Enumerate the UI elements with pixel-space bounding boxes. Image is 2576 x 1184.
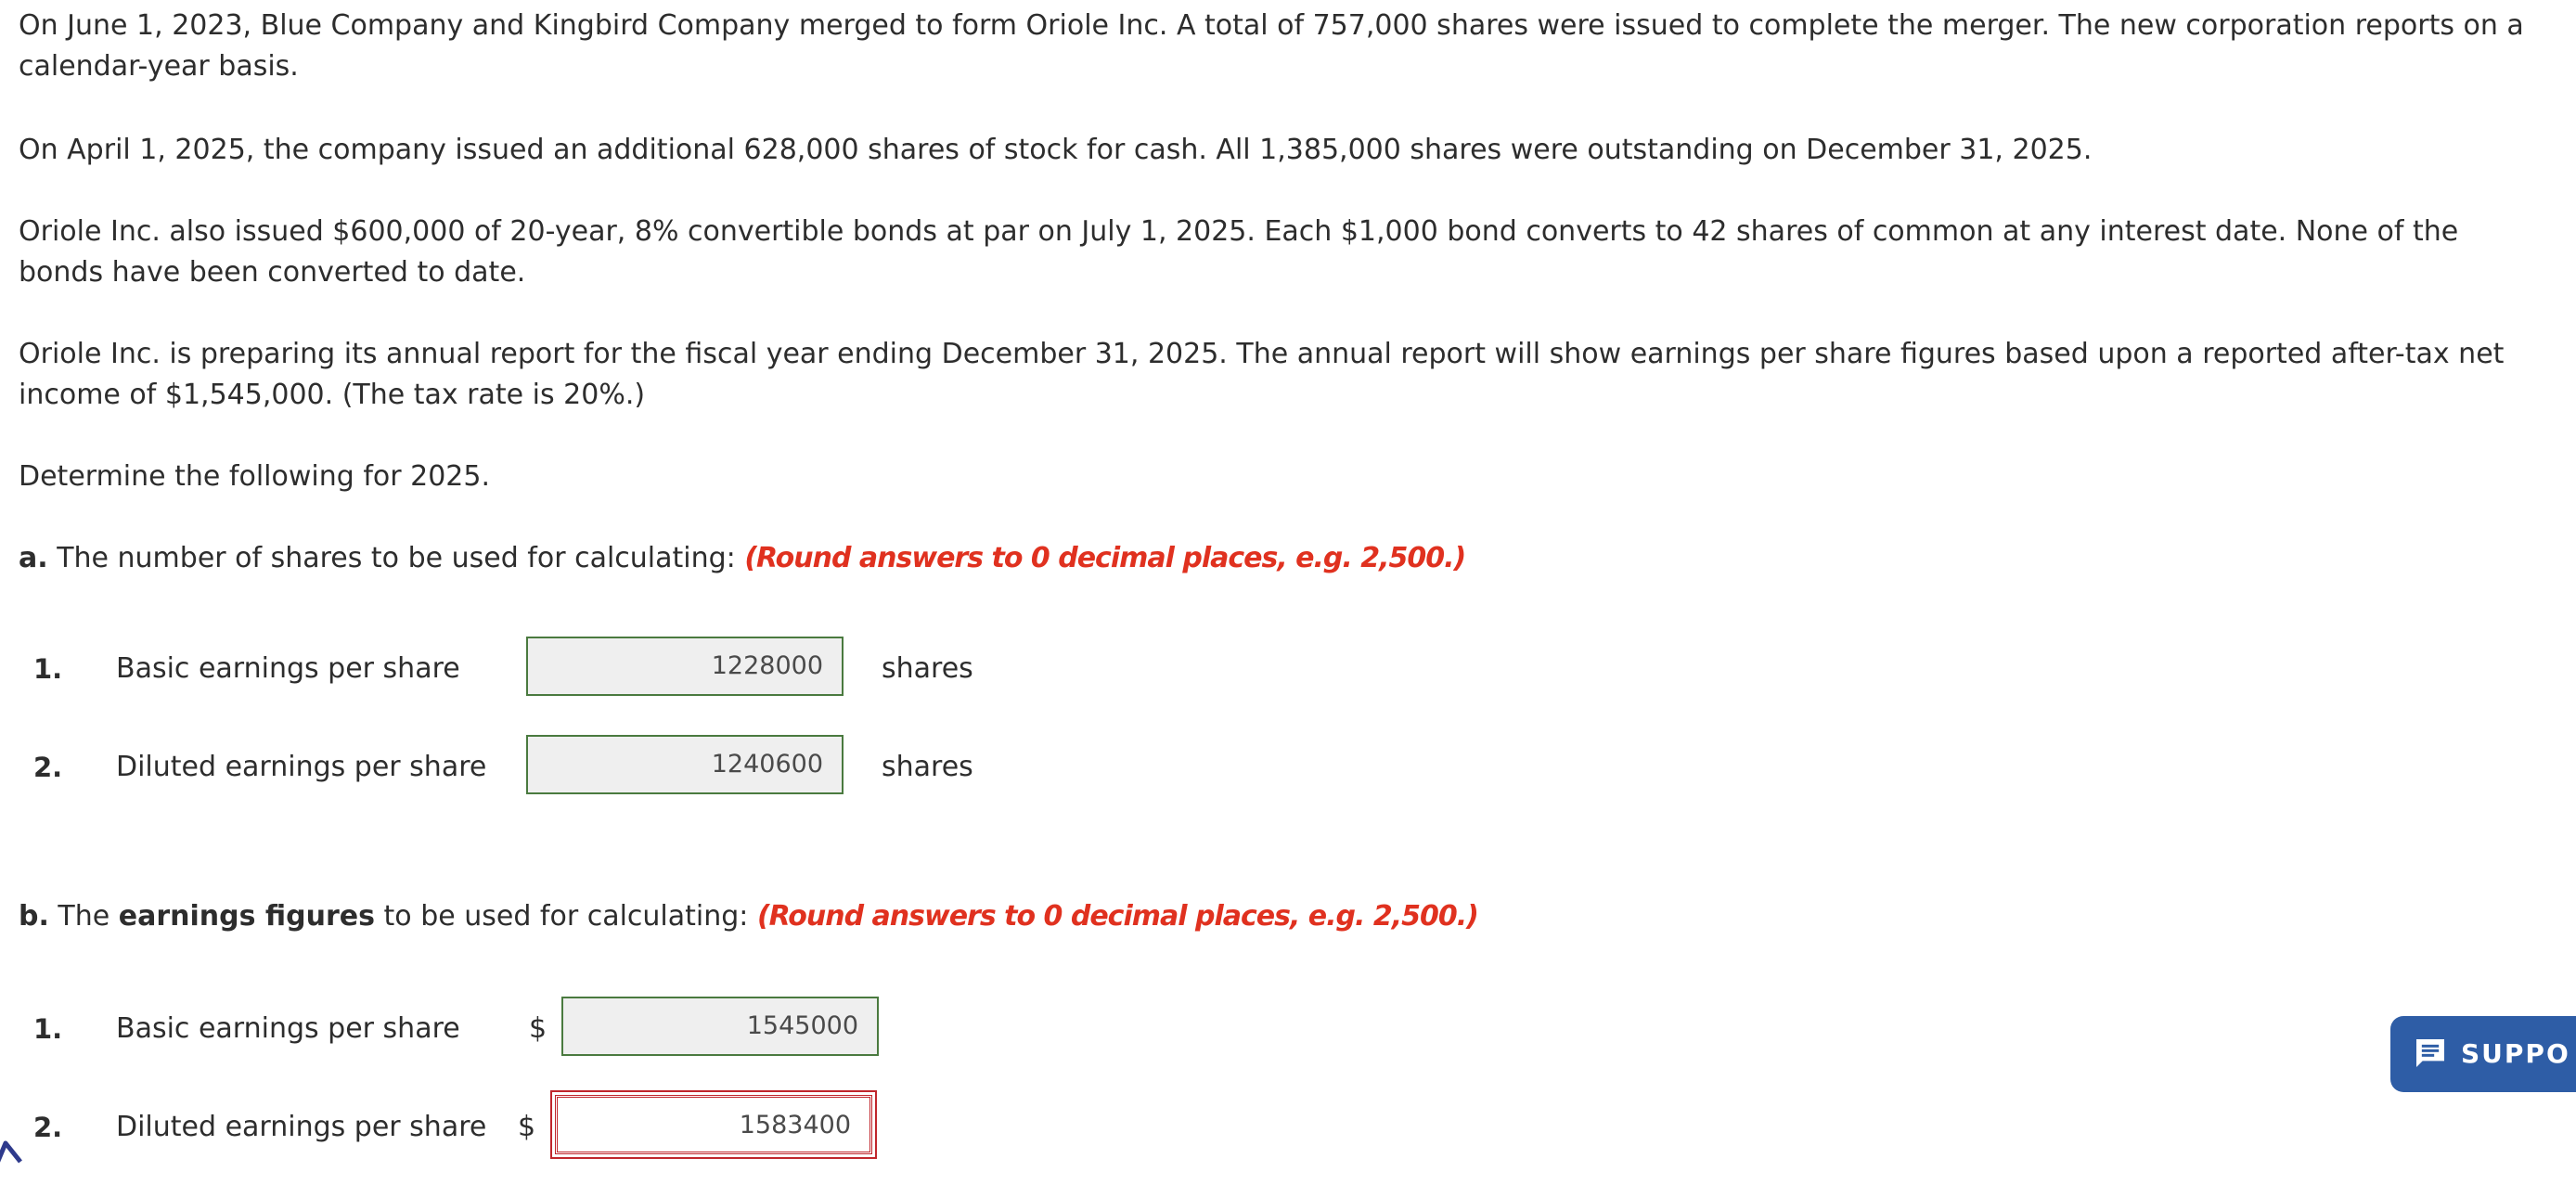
part-b-row-diluted bbox=[0, 1095, 1114, 1160]
part-b-prefix: b. bbox=[19, 900, 49, 933]
currency-symbol: $ bbox=[518, 1111, 536, 1143]
intro-paragraph-1: On June 1, 2023, Blue Company and Kingbird Company merged to form Oriole Inc. A total of 757,000 shares were issued to complete the merger. The new corporation reports on a calendar-year basis. bbox=[19, 9, 2524, 83]
instruction-text: Determine the following for 2025. bbox=[19, 460, 490, 493]
part-b-instruction: (Round answers to 0 decimal places, e.g. 2,500.) bbox=[756, 900, 1478, 933]
part-a-text: The number of shares to be used for calculating: bbox=[57, 542, 736, 574]
intro-paragraph-2: On April 1, 2025, the company issued an additional 628,000 shares of stock for cash. All 1,385,000 shares were outstanding on December 31, 2025. bbox=[19, 134, 2093, 166]
part-a-prefix: a. bbox=[19, 542, 48, 574]
support-button[interactable] bbox=[2390, 1016, 2576, 1092]
diluted-earnings-input[interactable]: 1583400 bbox=[555, 1095, 872, 1154]
row-label: Basic earnings per share bbox=[116, 652, 460, 685]
part-a-instruction: (Round answers to 0 decimal places, e.g. 2,500.) bbox=[744, 542, 1466, 574]
intro-paragraph-4: Oriole Inc. is preparing its annual report for the fiscal year ending December 31, 2025. The annual report will show earnings per share figures based upon a reported after-tax net income of $1,545,000. (The tax rate is 20%.) bbox=[19, 338, 2505, 411]
part-a-row-basic bbox=[0, 637, 1114, 701]
row-label: Diluted earnings per share bbox=[116, 1111, 487, 1143]
row-number: 1. bbox=[33, 653, 63, 685]
part-b-row-basic bbox=[0, 997, 1114, 1062]
part-b-text-pre: The bbox=[58, 900, 110, 933]
part-a-heading bbox=[19, 538, 2524, 579]
part-b-heading bbox=[19, 896, 2524, 937]
unit-label: shares bbox=[882, 751, 973, 783]
diluted-shares-input[interactable]: 1240600 bbox=[526, 735, 844, 794]
row-label: Diluted earnings per share bbox=[116, 751, 487, 783]
chat-icon bbox=[2411, 1035, 2450, 1072]
row-number: 1. bbox=[33, 1013, 63, 1045]
row-number: 2. bbox=[33, 1112, 63, 1143]
support-label: SUPPO bbox=[2461, 1038, 2570, 1069]
part-b-text-bold: earnings figures bbox=[118, 900, 375, 933]
edge-widget-icon bbox=[0, 1138, 24, 1184]
row-label: Basic earnings per share bbox=[116, 1012, 460, 1045]
unit-label: shares bbox=[882, 652, 973, 685]
part-a-row-diluted bbox=[0, 735, 1114, 800]
intro-paragraph-3: Oriole Inc. also issued $600,000 of 20-year, 8% convertible bonds at par on July 1, 2025. Each $1,000 bond converts to 42 shares of common at any interest date. None of the bonds have been converted to date. bbox=[19, 215, 2459, 289]
basic-shares-input[interactable]: 1228000 bbox=[526, 637, 844, 696]
currency-symbol: $ bbox=[529, 1012, 547, 1045]
row-number: 2. bbox=[33, 752, 63, 783]
part-b-text-post: to be used for calculating: bbox=[383, 900, 749, 933]
basic-earnings-input[interactable]: 1545000 bbox=[561, 997, 879, 1056]
